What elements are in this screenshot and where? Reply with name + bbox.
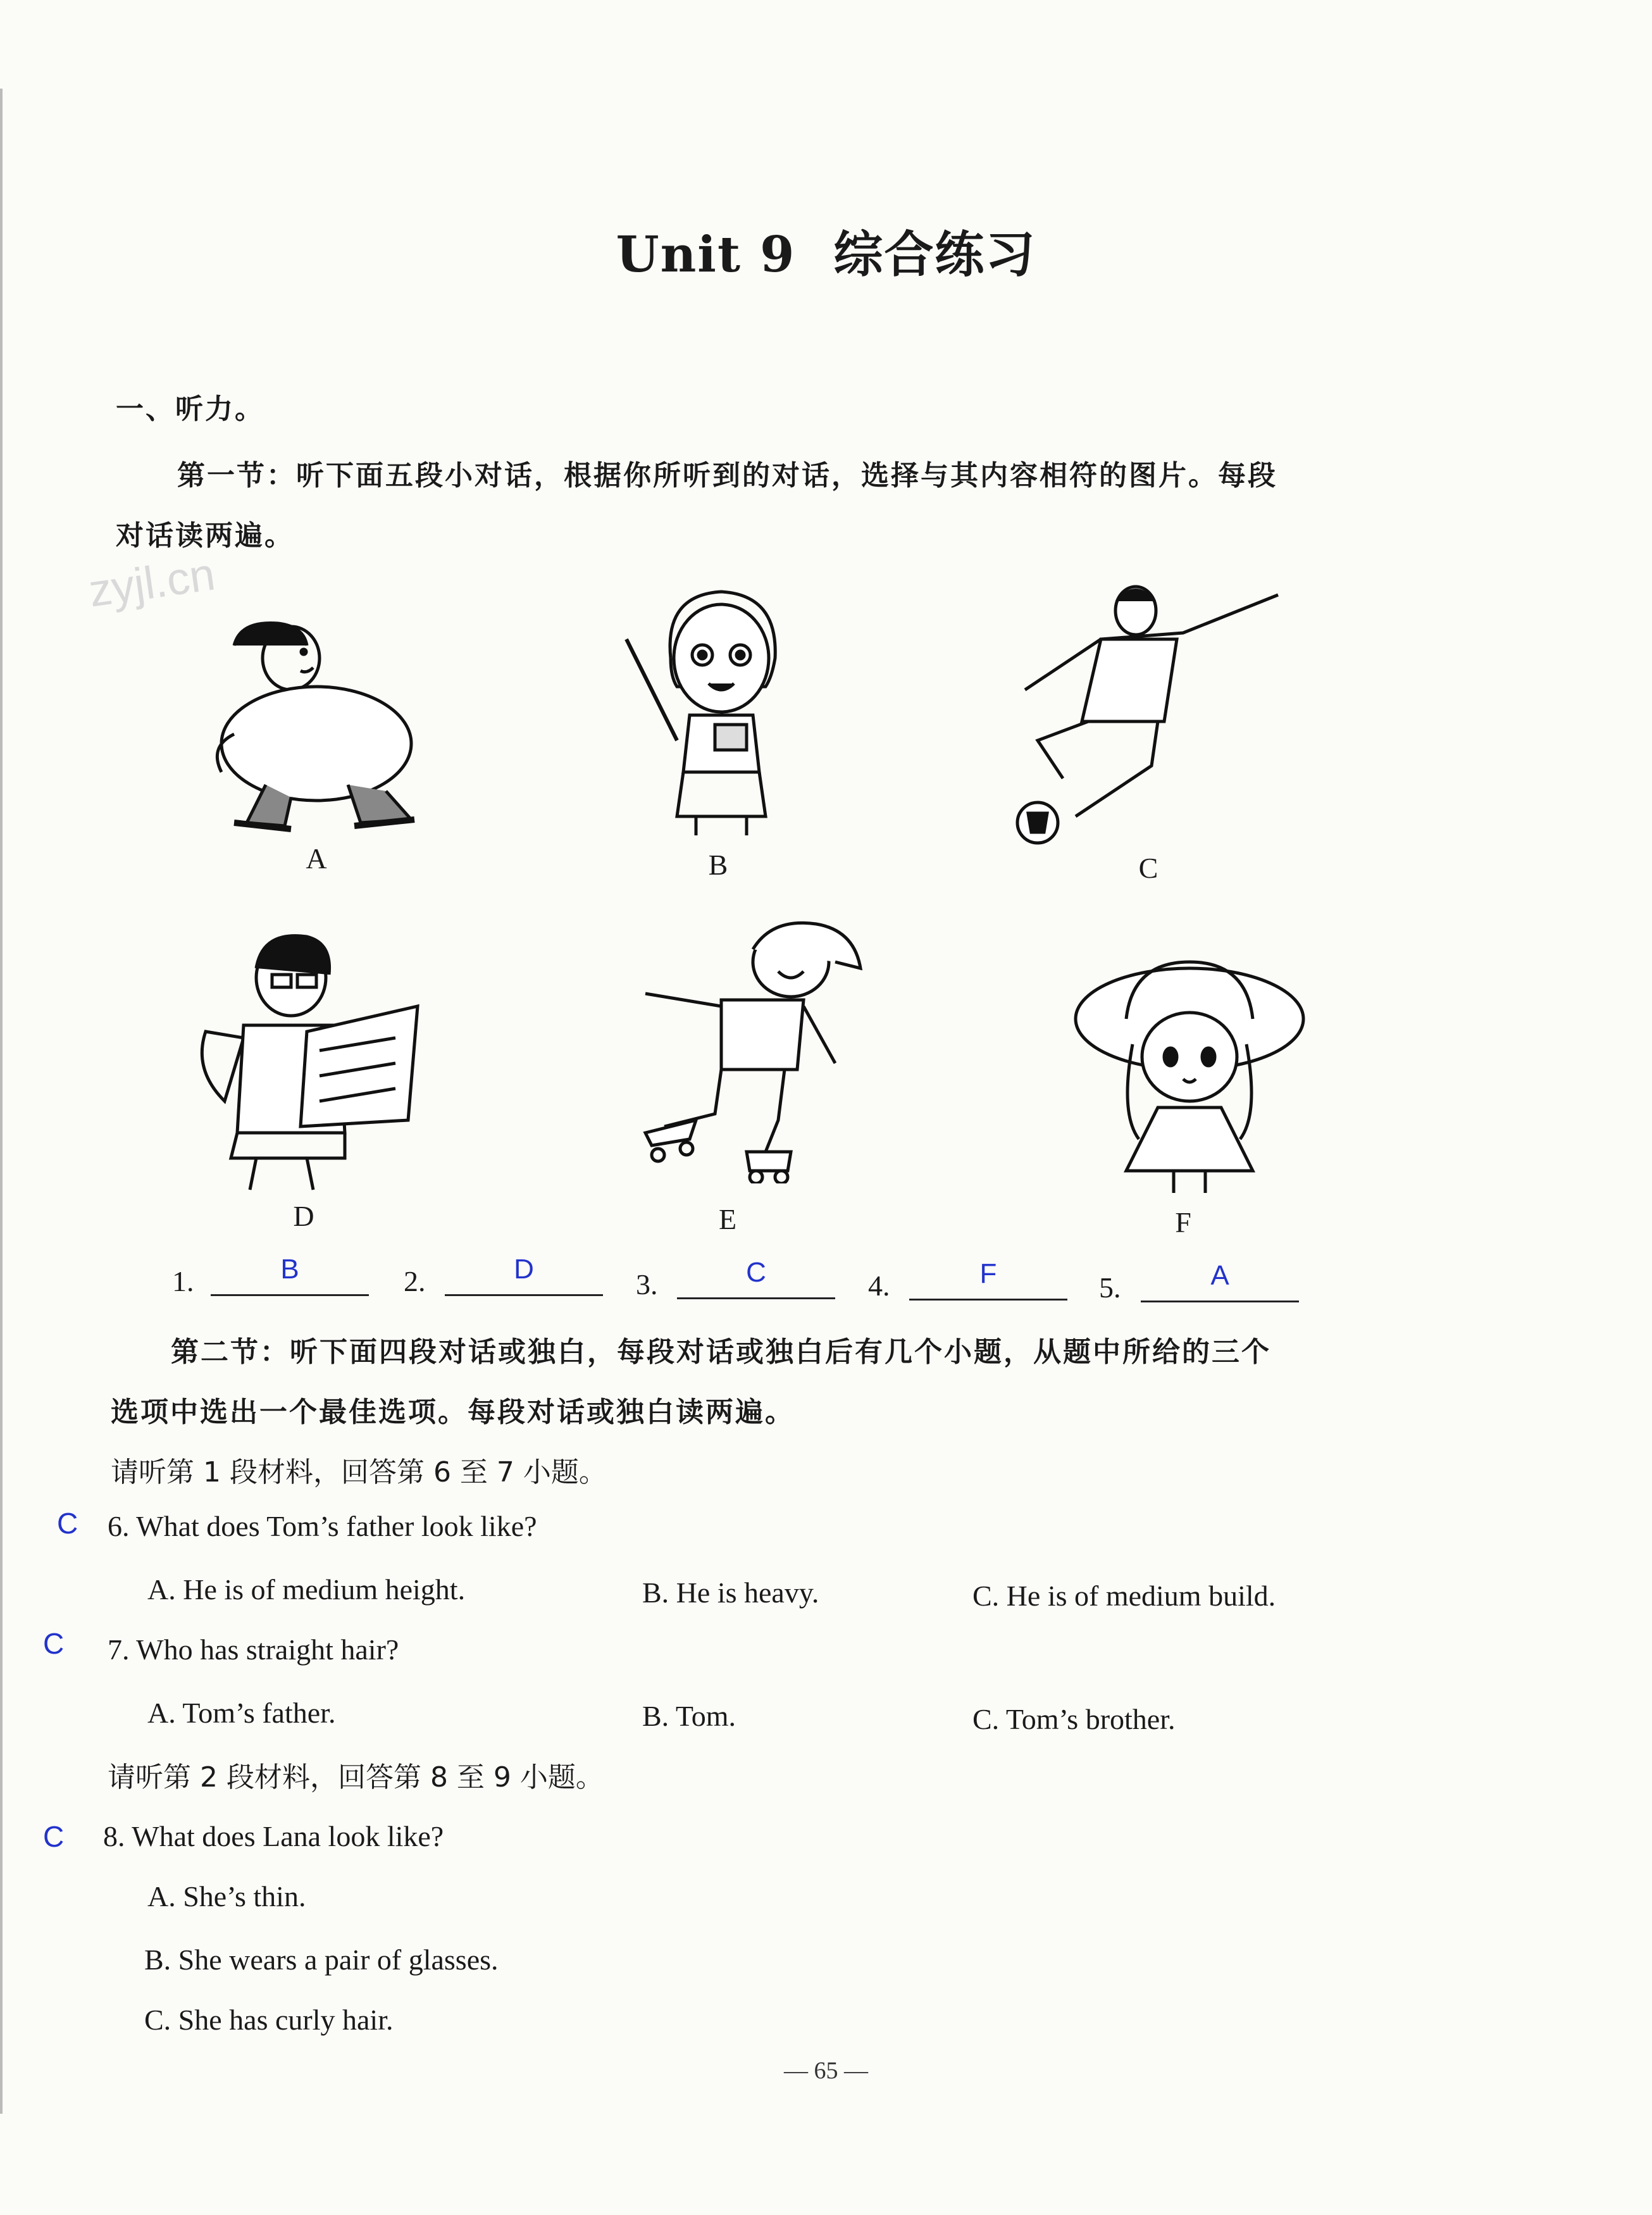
question-6-answer: C [57, 1507, 78, 1540]
teacher-girl-icon [607, 582, 835, 842]
blank-number-4: 4. [868, 1270, 890, 1302]
answer-blank-4[interactable] [909, 1258, 1067, 1301]
answer-blank-4-value: F [979, 1258, 997, 1289]
answer-blank-3-value: C [746, 1257, 766, 1288]
page-title [0, 215, 1652, 286]
question-8-option-a[interactable]: A. She’s thin. [147, 1880, 306, 1912]
old-man-reading-icon [180, 930, 427, 1196]
picture-label-d: D [293, 1200, 314, 1232]
picture-label-a: A [306, 842, 327, 875]
answer-blank-2-value: D [514, 1254, 534, 1285]
answer-blank-2[interactable] [445, 1254, 603, 1296]
question-7-answer: C [43, 1627, 65, 1660]
question-7-option-b[interactable]: B. Tom. [642, 1700, 736, 1732]
girl-with-hat-icon [1069, 949, 1310, 1202]
question-6-option-b[interactable]: B. He is heavy. [642, 1576, 819, 1609]
question-7-text: 7. Who has straight hair? [108, 1633, 399, 1666]
question-6-text: 6. What does Tom’s father look like? [108, 1510, 537, 1542]
picture-label-c: C [1138, 852, 1158, 884]
part1-intro-line2: 对话读两遍。 [116, 520, 294, 552]
question-7-option-c[interactable]: C. Tom’s brother. [972, 1703, 1176, 1735]
section-heading: 一、听力。 [116, 393, 264, 425]
answer-blank-5-value: A [1210, 1260, 1229, 1291]
question-6-option-c[interactable]: C. He is of medium build. [972, 1580, 1276, 1612]
picture-label-e: E [718, 1203, 737, 1235]
question-8-text: 8. What does Lana look like? [103, 1820, 444, 1852]
blank-number-1: 1. [172, 1265, 194, 1297]
answer-blank-5[interactable] [1141, 1260, 1299, 1302]
title-chinese: 综合练习 [833, 226, 1036, 284]
blank-number-2: 2. [404, 1265, 426, 1297]
soccer-player-icon [1000, 576, 1291, 848]
answer-blank-3[interactable] [677, 1257, 835, 1299]
watermark: zyjl.cn [85, 549, 218, 617]
picture-label-b: B [708, 849, 728, 881]
page-edge-shadow [0, 89, 3, 2114]
question-8-option-b[interactable]: B. She wears a pair of glasses. [144, 1944, 499, 1976]
heavy-man-icon [196, 608, 437, 835]
answer-blank-1[interactable] [211, 1254, 369, 1296]
blank-number-5: 5. [1099, 1271, 1121, 1304]
blank-number-3: 3. [636, 1268, 658, 1301]
question-8-option-c[interactable]: C. She has curly hair. [144, 2004, 394, 2036]
material-1-instruction: 请听第 1 段材料，回答第 6 至 7 小题。 [111, 1456, 607, 1488]
part2-intro-line2: 选项中选出一个最佳选项。每段对话或独白读两遍。 [111, 1396, 795, 1428]
question-8-answer: C [43, 1820, 65, 1853]
title-unit: Unit 9 [616, 226, 796, 284]
part1-intro-line1: 第一节：听下面五段小对话，根据你所听到的对话，选择与其内容相符的图片。每段 [177, 459, 1277, 492]
question-6-option-a[interactable]: A. He is of medium height. [147, 1573, 466, 1606]
material-2-instruction: 请听第 2 段材料，回答第 8 至 9 小题。 [108, 1761, 604, 1794]
roller-skating-boy-icon [626, 911, 867, 1183]
part2-intro-line1: 第二节：听下面四段对话或独白，每段对话或独白后有几个小题，从题中所给的三个 [171, 1336, 1271, 1368]
picture-label-f: F [1175, 1206, 1191, 1239]
question-7-option-a[interactable]: A. Tom’s father. [147, 1697, 336, 1729]
page-number: — 65 — [784, 2057, 868, 2084]
answer-blank-1-value: B [280, 1254, 299, 1285]
